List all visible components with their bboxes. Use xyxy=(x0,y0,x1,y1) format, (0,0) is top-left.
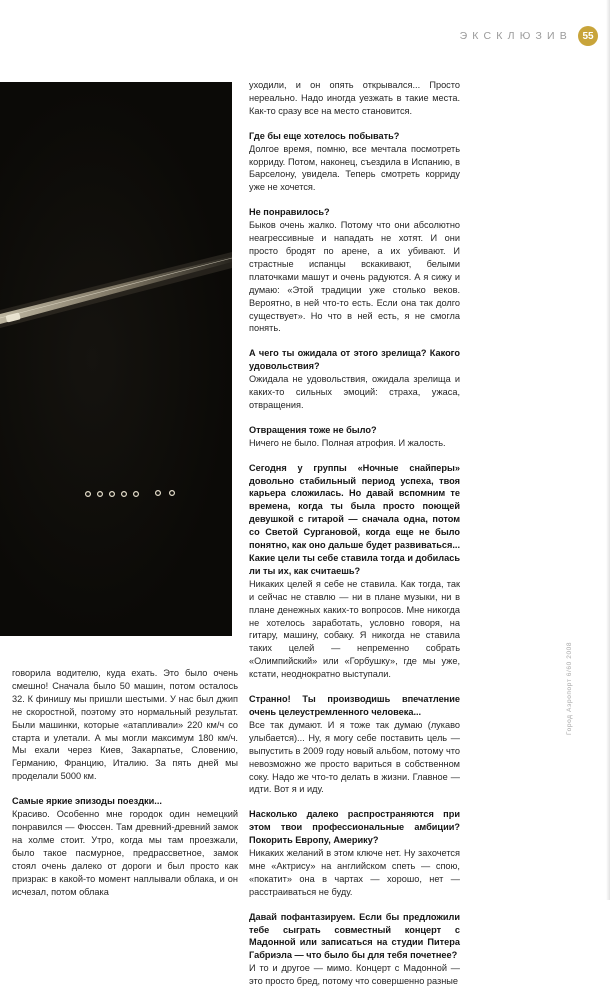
paragraph: уходили, и он опять открывался... Просто нереально. Надо иногда уезжать в такие места. Как-то сразу все на место становится. xyxy=(249,80,460,116)
interview-answer: И то и другое — мимо. Концерт с Мадонной — это просто бред, потому что совершенно разные xyxy=(249,963,460,987)
paragraph: говорила водителю, куда ехать. Это было очень смешно! Сначала было 50 машин, потом осталось 32. К финишу мы пришли шестыми. У нас был джип не скоростной, поэтому это нормальный результат. Были машинки, которые «атапливали» 220 км/ч со старта и улетали. А мы могли максимум 180 км/ч. Мы ехали через Киев, Закарпатье, Словению, Германию, Францию, Италию. За пять дней мы проделали 5000 км. xyxy=(12,668,238,782)
interview-question: Сегодня у группы «Ночные снайперы» довольно стабильный период успеха, твоя карьера сложилась. Но давай вспомним те времена, когда ты была просто поющей девушкой с гитарой — сначала одна, потом со Светой Сургановой, когда еще не было понятно, как оно дальше будет развиваться... Какие цели ты себе ставила тогда и добилась ли ты их, как считаешь? xyxy=(249,462,461,576)
interview-answer: Никаких целей я себе не ставила. Как тогда, так и сейчас не ставлю — ни в плане музыки, ни в плане денежных каких-то вопросов. Мне никогда не хотелось заработать, условно говоря, на гитару, машину, собаку. Я никогда не ставила таких целей — непременно собрать «Олимпийский» или «Горбушку», где мы уже, кстати, неоднократно выступали. xyxy=(249,578,460,680)
concert-photo xyxy=(0,82,232,636)
interview-question: Где бы еще хотелось побывать? xyxy=(249,130,400,141)
magazine-side-caption: Город Аэропорт 6/60 2008 xyxy=(566,641,573,735)
page-header xyxy=(460,26,598,46)
interview-answer: Никаких желаний в этом ключе нет. Ну захочется мне «Актрису» на английском спеть — спою, «покатит» она в чартах — хорошо, нет — расстраиваться не буду. xyxy=(249,848,460,897)
interview-answer: Ничего не было. Полная атрофия. И жалость. xyxy=(249,437,446,448)
left-article-column xyxy=(12,667,238,898)
interview-question: Странно! Ты производишь впечатление очень целеустремленного человека... xyxy=(249,694,460,717)
interview-question: Не понравилось? xyxy=(249,207,330,218)
interview-answer: Долгое время, помню, все мечтала посмотреть корриду. Потом, наконец, съездила в Испанию, в Барселону, увидела. Теперь смотреть корриду уже не хочется. xyxy=(249,143,460,193)
right-article-column xyxy=(249,79,460,988)
interview-question: Отвращения тоже не было? xyxy=(249,424,377,435)
photo-illustration xyxy=(0,82,232,636)
interview-answer: Быков очень жалко. Потому что они абсолютно неагрессивные и нападать не хотят. И они просто бродят по арене, а их убивают. И страстные испанцы вскакивают, белыми платочками машут и очень радуются. А я сижу и думаю: «Этой традиции уже столько веков. Вероятно, в ней что-то есть. Если она так долго существует». Но что в ней есть, я не смогла понять. xyxy=(249,220,460,334)
interview-answer: Ожидала не удовольствия, ожидала зрелища и каких-то сильных эмоций: страха, ужаса, отвращения. xyxy=(249,374,460,410)
page-number-badge: 55 xyxy=(578,26,598,46)
page-edge-shadow xyxy=(606,0,610,900)
interview-question: Самые яркие эпизоды поездки... xyxy=(12,796,162,807)
interview-answer: Красиво. Особенно мне городок один немецкий понравился — Фюссен. Там древний-древний замок на холме стоит. Утро, когда мы там проезжали, было такое пасмурное, предрассветное, замок стоял очень далеко от дороги и был просто как призрак: в какой-то момент наплывали облака, и он исчезал, потом облака xyxy=(12,809,238,897)
interview-answer: Все так думают. И я тоже так думаю (лукаво улыбается)... Ну, я могу себе поставить цель — выпустить в 2009 году новый альбом, потому что невозможно же просто вариться в собственном соку. Надо же что-то делать в жизни. Главное — идти. Вот я и иду. xyxy=(249,719,460,795)
interview-question: Насколько далеко распространяются при этом твои профессиональные амбиции? Покорить Европу, Америку? xyxy=(249,809,460,846)
guitar-neck xyxy=(0,252,232,328)
section-label: ЭКСКЛЮЗИВ xyxy=(459,30,572,42)
fret-markers xyxy=(86,491,175,497)
interview-question: Давай пофантазируем. Если бы предложили тебе сыграть совместный концерт с Мадонной или записаться на студии Питера Габриэла — что было бы для тебя почетнее? xyxy=(249,911,460,961)
interview-question: А чего ты ожидала от этого зрелища? Какого удовольствия? xyxy=(249,348,460,372)
